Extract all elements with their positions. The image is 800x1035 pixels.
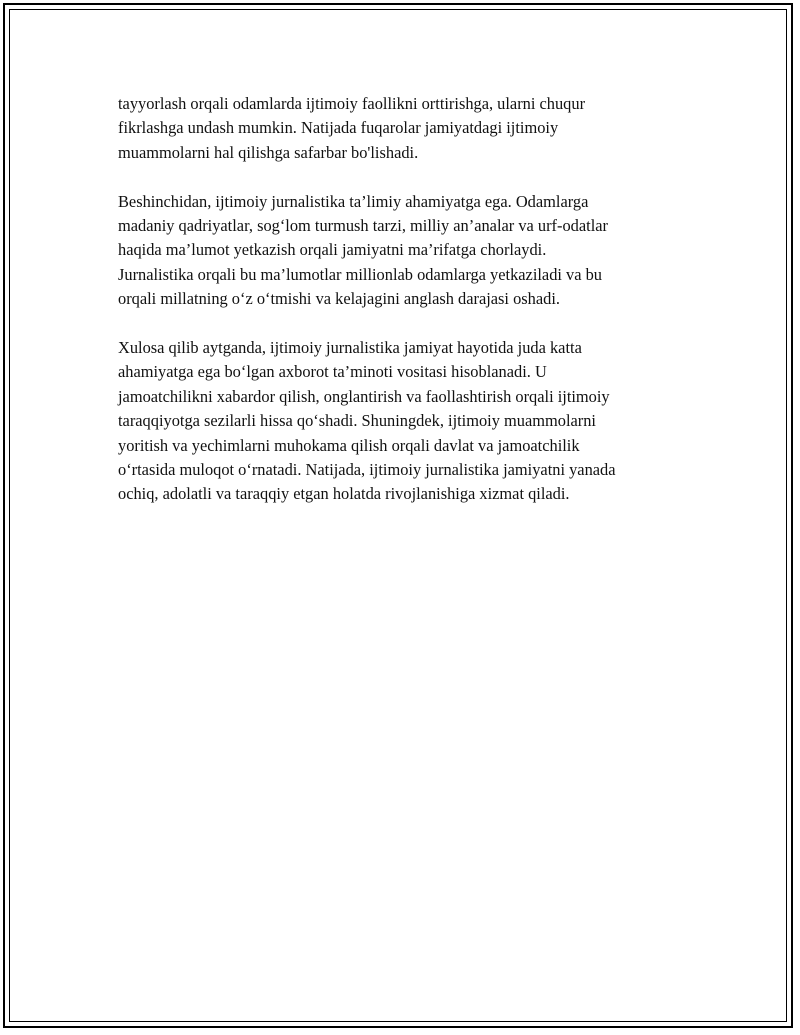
text-line: Xulosa qilib aytganda, ijtimoiy jurnalistika jamiyat hayotida juda katta <box>118 338 582 358</box>
paragraph-3 <box>118 336 688 507</box>
text-line: yoritish va yechimlarni muhokama qilish orqali davlat va jamoatchilik <box>118 435 580 455</box>
text-line: tayyorlash orqali odamlarda ijtimoiy faollikni orttirishga, ularni chuqur <box>118 94 586 113</box>
text-line: muammolarni hal qilishga safarbar bo'lishadi. <box>118 142 419 162</box>
text-line: ahamiyatga ega bo‘lgan axborot ta’minoti vositasi hisoblanadi. U <box>118 362 547 382</box>
document-body <box>118 92 688 531</box>
text-line: Jurnalistika orqali bu ma’lumotlar millionlab odamlarga yetkaziladi va bu <box>118 264 603 284</box>
text-line: orqali millatning o‘z o‘tmishi va kelajagini anglash darajasi oshadi. <box>118 289 560 309</box>
text-line: o‘rtasida muloqot o‘rnatadi. Natijada, ijtimoiy jurnalistika jamiyatni yanada <box>118 460 616 480</box>
text-line: Beshinchidan, ijtimoiy jurnalistika ta’limiy ahamiyatga ega. Odamlarga <box>118 191 589 211</box>
text-line: ochiq, adolatli va taraqqiy etgan holatda rivojlanishiga xizmat qiladi. <box>118 484 570 504</box>
text-line: madaniy qadriyatlar, sog‘lom turmush tarzi, milliy an’analar va urf-odatlar <box>118 216 608 236</box>
text-line: fikrlashga undash mumkin. Natijada fuqarolar jamiyatdagi ijtimoiy <box>118 118 559 138</box>
text-line: jamoatchilikni xabardor qilish, onglantirish va faollashtirish orqali ijtimoiy <box>118 386 610 406</box>
paragraph-1 <box>118 92 688 165</box>
paragraph-2 <box>118 190 688 312</box>
text-line: haqida ma’lumot yetkazish orqali jamiyatni ma’rifatga chorlaydi. <box>118 240 547 260</box>
text-line: taraqqiyotga sezilarli hissa qo‘shadi. Shuningdek, ijtimoiy muammolarni <box>118 411 596 431</box>
